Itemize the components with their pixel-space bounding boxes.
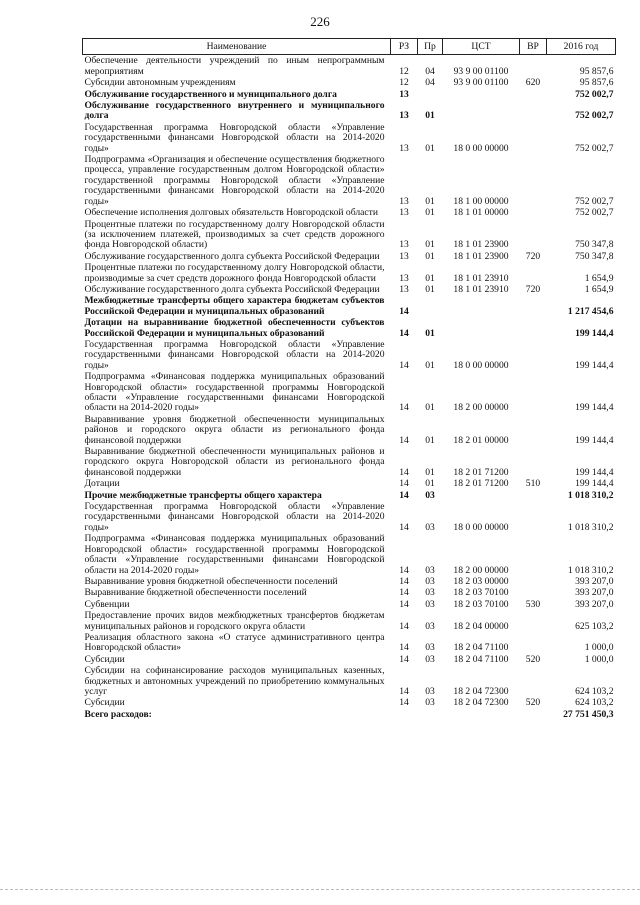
row-subsection: 03	[425, 564, 435, 576]
row-subsection: 01	[425, 434, 435, 446]
row-expense-type	[520, 339, 547, 371]
row-amount: 1 018 310,2	[567, 564, 614, 576]
row-name: Прочие межбюджетные трансферты общего характера	[84, 489, 322, 501]
row-expense-type: 530	[525, 598, 541, 610]
row-expense-type: 720	[525, 283, 541, 295]
row-amount: 393 207,0	[575, 575, 614, 587]
header-year: 2016 год	[547, 39, 616, 55]
row-target-article: 18 2 03 00000	[453, 575, 509, 587]
row-name: Субсидии	[84, 653, 125, 665]
row-target-article: 93 9 00 01100	[453, 65, 509, 77]
row-section: 13	[399, 283, 409, 295]
row-expense-type	[520, 262, 547, 284]
table-row	[83, 446, 616, 478]
row-amount: 1 000,0	[584, 653, 614, 665]
row-target-article: 18 1 01 23910	[453, 283, 509, 295]
row-expense-type: 520	[525, 653, 541, 665]
row-subsection	[418, 295, 443, 317]
row-expense-type	[520, 122, 547, 154]
page-number: 226	[310, 14, 330, 29]
row-name: Выравнивание уровня бюджетной обеспеченности поселений	[84, 575, 338, 587]
row-subsection: 01	[425, 207, 435, 219]
row-target-article: 93 9 00 01100	[453, 77, 509, 89]
row-amount: 752 002,7	[575, 110, 614, 122]
row-target-article	[443, 295, 520, 317]
row-expense-type	[520, 632, 547, 654]
row-section: 14	[399, 598, 409, 610]
row-expense-type	[520, 55, 547, 77]
table-row	[83, 219, 616, 251]
table-row	[83, 154, 616, 207]
row-subsection: 01	[425, 478, 435, 490]
row-amount: 624 103,2	[575, 697, 614, 709]
table-row	[83, 295, 616, 317]
row-target-article	[443, 490, 520, 501]
row-section: 12	[399, 65, 409, 77]
row-subsection: 03	[425, 489, 435, 501]
table-row	[83, 284, 616, 295]
row-subsection: 03	[425, 685, 435, 697]
row-amount: 624 103,2	[575, 685, 614, 697]
row-name: Субсидии	[84, 697, 125, 709]
row-name: Обслуживание государственного долга субъекта Российской Федерации	[84, 283, 380, 295]
row-section	[391, 709, 418, 720]
row-subsection: 01	[425, 110, 435, 122]
table-row	[83, 414, 616, 446]
row-name: Выравнивание бюджетной обеспеченности поселений	[84, 587, 307, 599]
row-target-article: 18 2 00 00000	[453, 564, 509, 576]
row-name: Субсидии на софинансирование расходов муниципальных казенных, бюджетных и автономных учреждений по приобретению коммунальных услуг	[84, 665, 385, 697]
table-header	[83, 39, 616, 55]
table-row	[83, 262, 616, 284]
row-expense-type	[520, 490, 547, 501]
table-row	[83, 251, 616, 262]
row-name: Государственная программа Новгородской области «Управление государственными финансами Новгородской области на 2014-2020 годы»	[84, 501, 385, 533]
row-expense-type: 510	[525, 478, 541, 490]
row-section: 14	[399, 478, 409, 490]
row-subsection: 03	[425, 598, 435, 610]
row-expense-type: 620	[525, 77, 541, 89]
row-section: 14	[399, 685, 409, 697]
row-expense-type	[520, 317, 547, 339]
row-subsection: 01	[425, 283, 435, 295]
row-section: 13	[399, 110, 409, 122]
row-amount: 752 002,7	[575, 88, 614, 100]
table-row	[83, 576, 616, 587]
row-target-article: 18 1 01 23900	[453, 239, 509, 251]
row-target-article: 18 2 04 71100	[453, 653, 509, 665]
table-row	[83, 654, 616, 665]
row-expense-type	[520, 533, 547, 576]
row-target-article: 18 1 00 00000	[453, 195, 509, 207]
header-vr: ВР	[520, 39, 547, 55]
row-name: Государственная программа Новгородской области «Управление государственными финансами Новгородской области на 2014-2020 годы»	[84, 338, 385, 371]
row-target-article: 18 0 00 00000	[453, 142, 509, 154]
row-amount: 1 654,9	[584, 272, 614, 284]
row-section: 14	[399, 359, 409, 371]
row-target-article: 18 0 00 00000	[453, 359, 509, 371]
table-row	[83, 709, 616, 720]
row-amount: 393 207,0	[575, 587, 614, 599]
row-target-article: 18 2 03 70100	[453, 598, 509, 610]
row-amount: 27 751 450,3	[563, 708, 614, 720]
row-expense-type	[520, 207, 547, 218]
row-section: 14	[399, 587, 409, 599]
row-target-article: 18 2 00 00000	[453, 402, 509, 414]
table-row	[83, 501, 616, 533]
header-name: Наименование	[83, 39, 391, 55]
row-section: 14	[399, 402, 409, 414]
row-amount: 199 144,4	[575, 327, 614, 339]
row-name: Процентные платежи по государственному долгу Новгородской области (за исключением платежей, производимых за счет средств дорожного фонда Новгородской области)	[84, 218, 385, 251]
row-target-article: 18 2 01 71200	[453, 466, 509, 478]
row-subsection: 01	[425, 142, 435, 154]
row-amount: 752 002,7	[575, 207, 614, 219]
row-name: Предоставление прочих видов межбюджетных трансфертов бюджетам муниципальных районов и городского округа области	[84, 610, 385, 632]
table-row	[83, 89, 616, 100]
row-name: Подпрограмма «Финансовая поддержка муниципальных образований Новгородской области» государственной программы Новгородской области «Управление государственными финансами Новгородской области на 2014-2020 годы»	[84, 533, 385, 576]
row-section: 14	[399, 575, 409, 587]
row-section: 12	[399, 77, 409, 89]
row-section: 14	[399, 620, 409, 632]
row-section: 14	[399, 466, 409, 478]
row-expense-type	[520, 446, 547, 478]
row-name: Государственная программа Новгородской области «Управление государственными финансами Новгородской области на 2014-2020 годы»	[84, 121, 385, 154]
page-bottom-rule	[0, 889, 640, 890]
row-target-article: 18 2 04 72300	[453, 685, 509, 697]
row-target-article	[443, 317, 520, 339]
row-expense-type: 720	[525, 250, 541, 262]
row-section: 14	[399, 642, 409, 654]
row-name: Дотации	[84, 478, 120, 490]
row-subsection: 03	[425, 653, 435, 665]
row-subsection: 01	[425, 466, 435, 478]
row-subsection: 03	[425, 575, 435, 587]
row-subsection: 03	[425, 642, 435, 654]
row-section: 14	[399, 327, 409, 339]
row-name: Подпрограмма «Финансовая поддержка муниципальных образований Новгородской области» государственной программы Новгородской области «Управление государственными финансами Новгородской области на 2014-2020 годы»	[84, 371, 385, 414]
row-section: 14	[399, 653, 409, 665]
row-amount: 625 103,2	[575, 620, 614, 632]
row-name: Выравнивание уровня бюджетной обеспеченности муниципальных районов и городского округа области из регионального фонда финансовой поддержки	[84, 413, 385, 446]
row-name: Межбюджетные трансферты общего характера бюджетам субъектов Российской Федерации и муниципальных образований	[84, 295, 385, 317]
table-row	[83, 632, 616, 654]
row-target-article	[443, 89, 520, 100]
row-amount: 199 144,4	[575, 434, 614, 446]
row-amount: 752 002,7	[575, 142, 614, 154]
row-amount: 752 002,7	[575, 195, 614, 207]
row-expense-type	[520, 100, 547, 122]
table-row	[83, 587, 616, 598]
row-section: 14	[399, 564, 409, 576]
budget-table	[82, 38, 616, 720]
row-name: Выравнивание бюджетной обеспеченности муниципальных районов и городского округа Новгородской области из регионального фонда финансовой поддержки	[84, 446, 385, 478]
row-name: Всего расходов:	[84, 708, 152, 720]
header-pr: Пр	[418, 39, 443, 55]
table-row	[83, 77, 616, 88]
row-subsection	[418, 89, 443, 100]
row-subsection: 01	[425, 272, 435, 284]
row-expense-type	[520, 610, 547, 632]
row-target-article: 18 1 01 23900	[453, 250, 509, 262]
table-row	[83, 599, 616, 610]
row-target-article: 18 2 04 00000	[453, 620, 509, 632]
row-name: Субвенции	[84, 598, 130, 610]
row-section: 14	[399, 434, 409, 446]
row-section: 13	[399, 239, 409, 251]
header-rz: РЗ	[391, 39, 418, 55]
row-amount: 95 857,6	[579, 65, 614, 77]
row-section: 13	[399, 272, 409, 284]
row-section: 13	[399, 88, 409, 100]
table-row	[83, 339, 616, 371]
table-row	[83, 478, 616, 489]
row-target-article	[443, 709, 520, 720]
table-row	[83, 100, 616, 122]
row-section: 14	[399, 521, 409, 533]
row-amount: 1 217 454,6	[567, 305, 614, 317]
row-amount: 199 144,4	[575, 478, 614, 490]
row-expense-type	[520, 587, 547, 598]
row-subsection: 03	[425, 587, 435, 599]
row-target-article: 18 2 01 71200	[453, 478, 509, 490]
row-name: Обслуживание государственного и муниципального долга	[84, 88, 337, 100]
row-amount: 1 654,9	[584, 283, 614, 295]
row-name: Процентные платежи по государственному долгу Новгородской области, производимые за счет средств дорожного фонда Новгородской области	[84, 262, 385, 284]
row-subsection: 03	[425, 521, 435, 533]
table-row	[83, 490, 616, 501]
row-subsection: 04	[425, 65, 435, 77]
header-cst: ЦСТ	[443, 39, 520, 55]
table-row	[83, 697, 616, 708]
table-row	[83, 665, 616, 697]
row-amount: 95 857,6	[579, 77, 614, 89]
row-subsection: 04	[425, 77, 435, 89]
row-amount: 750 347,8	[575, 250, 614, 262]
row-expense-type	[520, 501, 547, 533]
row-expense-type	[520, 154, 547, 207]
row-name: Обеспечение исполнения долговых обязательств Новгородской области	[84, 207, 378, 219]
row-expense-type	[520, 295, 547, 317]
table-row	[83, 371, 616, 414]
row-amount: 199 144,4	[575, 402, 614, 414]
row-name: Дотации на выравнивание бюджетной обеспеченности субъектов Российской Федерации и муниципальных образований	[84, 317, 385, 339]
row-section: 13	[399, 195, 409, 207]
row-expense-type: 520	[525, 697, 541, 709]
row-expense-type	[520, 89, 547, 100]
row-amount: 199 144,4	[575, 466, 614, 478]
row-name: Обслуживание государственного долга субъекта Российской Федерации	[84, 250, 380, 262]
row-section: 13	[399, 250, 409, 262]
row-amount: 393 207,0	[575, 598, 614, 610]
row-section: 13	[399, 142, 409, 154]
row-amount: 199 144,4	[575, 359, 614, 371]
table-row	[83, 122, 616, 154]
row-amount: 750 347,8	[575, 239, 614, 251]
row-name: Реализация областного закона «О статусе административного центра Новгородской области»	[84, 631, 385, 654]
table-row	[83, 317, 616, 339]
row-subsection: 01	[425, 359, 435, 371]
row-name: Обслуживание государственного внутреннего и муниципального долга	[84, 100, 385, 122]
row-subsection: 03	[425, 620, 435, 632]
row-expense-type	[520, 414, 547, 446]
table-row	[83, 207, 616, 218]
table-row	[83, 55, 616, 77]
row-subsection: 01	[425, 195, 435, 207]
row-subsection: 03	[425, 697, 435, 709]
row-amount: 1 018 310,2	[567, 521, 614, 533]
row-subsection: 01	[425, 250, 435, 262]
row-section: 13	[399, 207, 409, 219]
row-subsection: 01	[425, 239, 435, 251]
row-target-article	[443, 100, 520, 122]
row-target-article: 18 2 01 00000	[453, 434, 509, 446]
row-section: 14	[399, 489, 409, 501]
row-section: 14	[399, 305, 409, 317]
row-amount: 1 000,0	[584, 642, 614, 654]
row-target-article: 18 2 04 72300	[453, 697, 509, 709]
row-subsection: 01	[425, 402, 435, 414]
table-row	[83, 533, 616, 576]
table-body	[83, 55, 616, 720]
row-name: Подпрограмма «Организация и обеспечение осуществления бюджетного процесса, управление государственным долгом Новгородской области» государственной программы Новгородской области «Управление государственными финансами Новгородской области на 2014-2020 годы»	[84, 154, 385, 207]
row-target-article: 18 2 04 71100	[453, 642, 509, 654]
row-target-article: 18 1 01 23910	[453, 272, 509, 284]
table-row	[83, 610, 616, 632]
row-subsection	[418, 709, 443, 720]
row-target-article: 18 2 03 70100	[453, 587, 509, 599]
row-section: 14	[399, 697, 409, 709]
row-name: Обеспечение деятельности учреждений по иным непрограммным мероприятиям	[84, 55, 385, 77]
row-expense-type	[520, 219, 547, 251]
row-expense-type	[520, 576, 547, 587]
row-expense-type	[520, 665, 547, 697]
row-expense-type	[520, 709, 547, 720]
row-subsection: 01	[425, 327, 435, 339]
row-amount: 1 018 310,2	[567, 489, 614, 501]
row-expense-type	[520, 371, 547, 414]
row-name: Субсидии автономным учреждениям	[84, 77, 236, 89]
row-target-article: 18 1 01 00000	[453, 207, 509, 219]
row-target-article: 18 0 00 00000	[453, 521, 509, 533]
